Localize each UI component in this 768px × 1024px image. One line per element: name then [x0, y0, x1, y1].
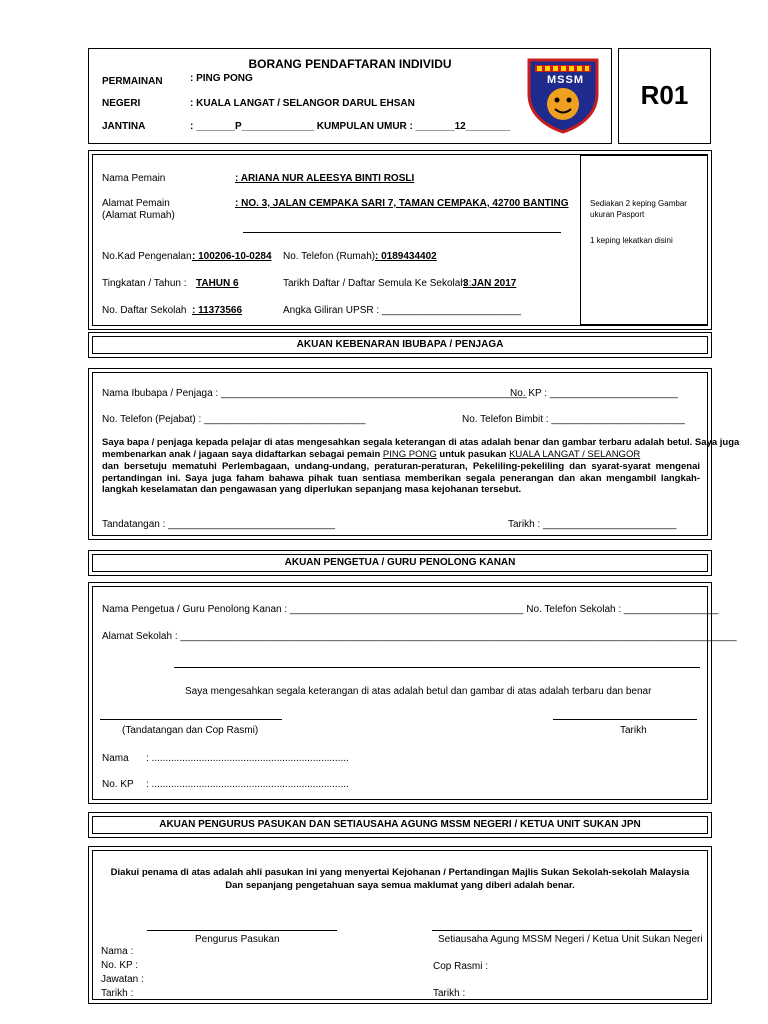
dots-nama-pengetua: : .......................................................................	[146, 753, 349, 764]
alamat-line-2	[243, 232, 561, 233]
label-kp-pengurus: No. KP :	[101, 960, 139, 971]
label-tarikh-pengurus: Tarikh :	[101, 988, 134, 999]
pengetua-pengesahan: Saya mengesahkan segala keterangan di atas adalah betul dan gambar di atas adalah terbaru dan benar	[185, 686, 652, 697]
label-telefon-rumah: No. Telefon (Rumah)	[283, 251, 376, 262]
para-2-team: KUALA LANGAT / SELANGOR	[509, 449, 641, 460]
label-nama-pengurus: Nama :	[101, 946, 134, 957]
tandatangan-line	[100, 719, 282, 720]
setiausaha-sign-line	[432, 930, 692, 931]
field-tarikh-ibubapa: Tarikh : ________________________	[508, 519, 677, 530]
label-nama-pemain: Nama Pemain	[102, 173, 166, 184]
label-no-daftar: No. Daftar Sekolah	[102, 305, 187, 316]
label-alamat-pemain: Alamat Pemain	[102, 198, 170, 209]
ibubapa-heading: AKUAN KEBENARAN IBUBAPA / PENJAGA	[296, 339, 504, 350]
field-nama-pengetua: Nama Pengetua / Guru Penolong Kanan : __________________________________________ No. Telefon Sekolah : _________________	[102, 604, 719, 615]
mssm-logo	[525, 56, 601, 134]
label-upsr: Angka Giliran UPSR : _________________________	[283, 305, 521, 316]
dots-kp-pengetua: : .......................................................................	[146, 779, 349, 790]
pengurus-para-2: Dan sepanjang pengetahuan saya semua maklumat yang diberi adalah benar.	[225, 880, 575, 891]
value-permainan: : PING PONG	[190, 73, 253, 84]
label-kad-pengenalan: No.Kad Pengenalan	[102, 251, 192, 262]
field-nama-ibubapa: Nama Ibubapa / Penjaga : _______________________________________________________	[102, 388, 527, 399]
ibubapa-para-3: dan bersetuju mematuhi Perlembagaan, undang-undang, peraturan-peraturan, Pekeliling-pekeliling dan syarat-syarat mengenai pertandingan ini. Saya juga faham bahawa pihak tuan sentiasa memberikan segala penerangan dan akan mengambil langkah-langkah keselamatan dan pengawasan yang diperlukan sepanjang masa kejohanan tersebut.	[102, 461, 700, 495]
label-cop-rasmi-setiausaha: Cop Rasmi :	[433, 961, 489, 972]
value-alamat: : NO. 3, JALAN CEMPAKA SARI 7, TAMAN CEMPAKA, 42700 BANTING	[235, 198, 569, 209]
field-tel-bimbit: No. Telefon Bimbit : ________________________	[462, 414, 685, 425]
value-negeri: : KUALA LANGAT / SELANGOR DARUL EHSAN	[190, 98, 415, 109]
pengurus-heading: AKUAN PENGURUS PASUKAN DAN SETIAUSAHA AGUNG MSSM NEGERI / KETUA UNIT SUKAN JPN	[159, 819, 641, 830]
field-kp-ibubapa: No. KP : _______________________	[510, 388, 678, 399]
value-telefon-rumah: : 0189434402	[375, 251, 437, 262]
value-no-daftar: : 11373566	[192, 305, 243, 316]
photo-note-2: ukuran Pasport	[590, 210, 645, 219]
label-setiausaha: Setiausaha Agung MSSM Negeri / Ketua Unit Sukan Negeri	[438, 934, 703, 945]
para-2c: untuk pasukan	[439, 449, 507, 460]
value-nama-pemain: : ARIANA NUR ALEESYA BINTI ROSLI	[235, 173, 415, 184]
pengurus-sign-line	[147, 930, 337, 931]
label-permainan: PERMAINAN	[102, 76, 163, 87]
pengurus-para-1: Diakui penama di atas adalah ahli pasukan ini yang menyertai Kejohanan / Pertandingan Majlis Sukan Sekolah-sekolah Malaysia	[110, 867, 690, 878]
ibubapa-para-1: Saya bapa / penjaga kepada pelajar di atas mengesahkan segala keterangan di atas adalah benar dan gambar terbaru adalah betul. Saya juga	[102, 437, 740, 448]
pengetua-heading: AKUAN PENGETUA / GURU PENOLONG KANAN	[284, 557, 516, 568]
label-kp-pengetua: No. KP	[102, 779, 134, 790]
alamat-sekolah-line-2	[174, 667, 700, 668]
label-nama-pengetua: Nama	[102, 753, 129, 764]
label-tarikh-daftar: Tarikh Daftar / Daftar Semula Ke Sekolah :	[283, 278, 472, 289]
field-alamat-sekolah: Alamat Sekolah : ____________________________________________________________________________________________________	[102, 631, 737, 642]
field-tel-pejabat: No. Telefon (Pejabat) : _____________________________	[102, 414, 366, 425]
photo-note-1: Sediakan 2 keping Gambar	[590, 199, 687, 208]
logo-text: MSSM	[547, 74, 584, 86]
label-pengurus-pasukan: Pengurus Pasukan	[195, 934, 280, 945]
tarikh-line	[553, 719, 697, 720]
ibubapa-para-2	[102, 449, 702, 461]
label-tarikh-setiausaha: Tarikh :	[433, 988, 466, 999]
label-alamat-rumah: (Alamat Rumah)	[102, 210, 175, 221]
label-jantina: JANTINA	[102, 121, 146, 132]
field-tandatangan: Tandatangan : ______________________________	[102, 519, 336, 530]
value-kad-pengenalan: : 100206-10-0284	[192, 251, 272, 262]
form-code: R01	[640, 80, 689, 110]
value-tarikh-daftar: 3 JAN 2017	[463, 278, 517, 289]
label-cop-rasmi: (Tandatangan dan Cop Rasmi)	[122, 725, 259, 736]
value-jantina: : _______P_____________ KUMPULAN UMUR : _______12________	[190, 121, 511, 132]
para-2-sport: PING PONG	[382, 449, 437, 460]
label-tarikh-pengetua: Tarikh	[620, 725, 647, 736]
label-jawatan: Jawatan :	[101, 974, 144, 985]
label-negeri: NEGERI	[102, 98, 141, 109]
value-tingkatan: TAHUN 6	[196, 278, 239, 289]
label-tingkatan: Tingkatan / Tahun :	[102, 278, 187, 289]
form-title: BORANG PENDAFTARAN INDIVIDU	[248, 57, 452, 71]
para-2a: membenarkan anak / jagaan saya didaftarkan sebagai pemain	[102, 449, 381, 460]
photo-note-3: 1 keping lekatkan disini	[590, 236, 673, 245]
